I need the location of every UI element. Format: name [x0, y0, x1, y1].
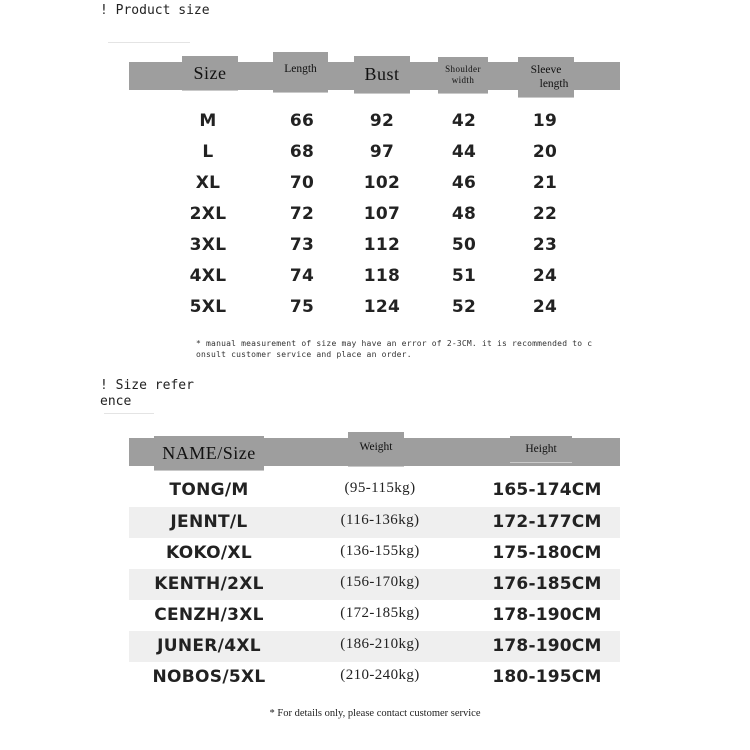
header-height: Height: [510, 436, 572, 462]
shoulder-cell: 48: [451, 204, 477, 224]
header-shoulder-width: [438, 57, 488, 93]
size-cell: 3XL: [189, 235, 227, 255]
table-row: [170, 137, 590, 168]
weight-cell: (95-115kg): [344, 480, 416, 496]
bust-cell: 107: [363, 204, 401, 224]
table-row: [170, 106, 590, 137]
height-cell: 172-177CM: [492, 512, 602, 532]
header-size: Size: [182, 56, 238, 90]
shoulder-cell: 52: [451, 297, 477, 317]
name-size-cell: JENNT/L: [170, 512, 248, 532]
table-row: [129, 569, 620, 600]
bust-cell: 118: [363, 266, 401, 286]
table-row: [129, 475, 620, 506]
title-underline: [108, 42, 190, 43]
size-cell: L: [202, 142, 214, 162]
sleeve-cell: 20: [532, 142, 558, 162]
weight-cell: (156-170kg): [340, 574, 420, 590]
length-cell: 74: [289, 266, 315, 286]
shoulder-cell: 42: [451, 111, 477, 131]
product-size-title: ! Product size: [100, 3, 210, 18]
bust-cell: 124: [363, 297, 401, 317]
height-cell: 180-195CM: [492, 667, 602, 687]
header-sleeve-length: [518, 57, 574, 97]
header-sleeve-line1: Sleeve: [530, 64, 562, 76]
name-size-cell: KOKO/XL: [166, 543, 252, 563]
bust-cell: 102: [363, 173, 401, 193]
header-bust: Bust: [354, 56, 410, 93]
footer-note: * For details only, please contact customer service: [269, 708, 481, 719]
height-cell: 178-190CM: [492, 636, 602, 656]
table-row: [170, 261, 590, 292]
shoulder-cell: 51: [451, 266, 477, 286]
table-row: [170, 168, 590, 199]
size-cell: XL: [195, 173, 221, 193]
shoulder-cell: 46: [451, 173, 477, 193]
header-sleeve-line2: length: [539, 78, 569, 90]
sleeve-cell: 24: [532, 297, 558, 317]
name-size-cell: KENTH/2XL: [154, 574, 264, 594]
length-cell: 75: [289, 297, 315, 317]
bust-cell: 92: [369, 111, 395, 131]
height-cell: 165-174CM: [492, 480, 602, 500]
size-cell: M: [199, 111, 217, 131]
table-row: [129, 600, 620, 631]
weight-cell: (210-240kg): [340, 667, 420, 683]
size-cell: 5XL: [189, 297, 227, 317]
size-cell: 4XL: [189, 266, 227, 286]
size-reference-title-line1: ! Size refer: [100, 378, 194, 393]
weight-cell: (116-136kg): [340, 512, 420, 528]
length-cell: 72: [289, 204, 315, 224]
header-shoulder-line2: width: [451, 75, 475, 85]
sleeve-cell: 23: [532, 235, 558, 255]
table-row: [129, 631, 620, 662]
shoulder-cell: 50: [451, 235, 477, 255]
bust-cell: 112: [363, 235, 401, 255]
length-cell: 73: [289, 235, 315, 255]
name-size-cell: CENZH/3XL: [154, 605, 264, 625]
size-cell: 2XL: [189, 204, 227, 224]
header-shoulder-line1: Shoulder: [445, 64, 481, 74]
height-cell: 175-180CM: [492, 543, 602, 563]
header-length: Length: [273, 52, 328, 92]
header-weight: Weight: [348, 432, 404, 466]
header-name-size: NAME/Size: [154, 436, 264, 470]
measurement-note-line2: onsult customer service and place an order.: [196, 350, 412, 359]
bust-cell: 97: [369, 142, 395, 162]
length-cell: 70: [289, 173, 315, 193]
measurement-note-line1: * manual measurement of size may have an error of 2-3CM. it is recommended to c: [196, 339, 593, 348]
name-size-cell: JUNER/4XL: [157, 636, 261, 656]
sleeve-cell: 24: [532, 266, 558, 286]
name-size-cell: TONG/M: [169, 480, 249, 500]
sleeve-cell: 21: [532, 173, 558, 193]
table-row: [129, 538, 620, 569]
weight-cell: (136-155kg): [340, 543, 420, 559]
name-size-cell: NOBOS/5XL: [152, 667, 266, 687]
title-underline: [104, 413, 154, 414]
table-row: [129, 662, 620, 693]
size-reference-title-line2: ence: [100, 394, 132, 409]
height-cell: 178-190CM: [492, 605, 602, 625]
table-row: [170, 199, 590, 230]
table-row: [170, 292, 590, 323]
height-cell: 176-185CM: [492, 574, 602, 594]
table-row: [170, 230, 590, 261]
shoulder-cell: 44: [451, 142, 477, 162]
length-cell: 66: [289, 111, 315, 131]
sleeve-cell: 22: [532, 204, 558, 224]
length-cell: 68: [289, 142, 315, 162]
table-row: [129, 507, 620, 538]
weight-cell: (186-210kg): [340, 636, 420, 652]
weight-cell: (172-185kg): [340, 605, 420, 621]
sleeve-cell: 19: [532, 111, 558, 131]
